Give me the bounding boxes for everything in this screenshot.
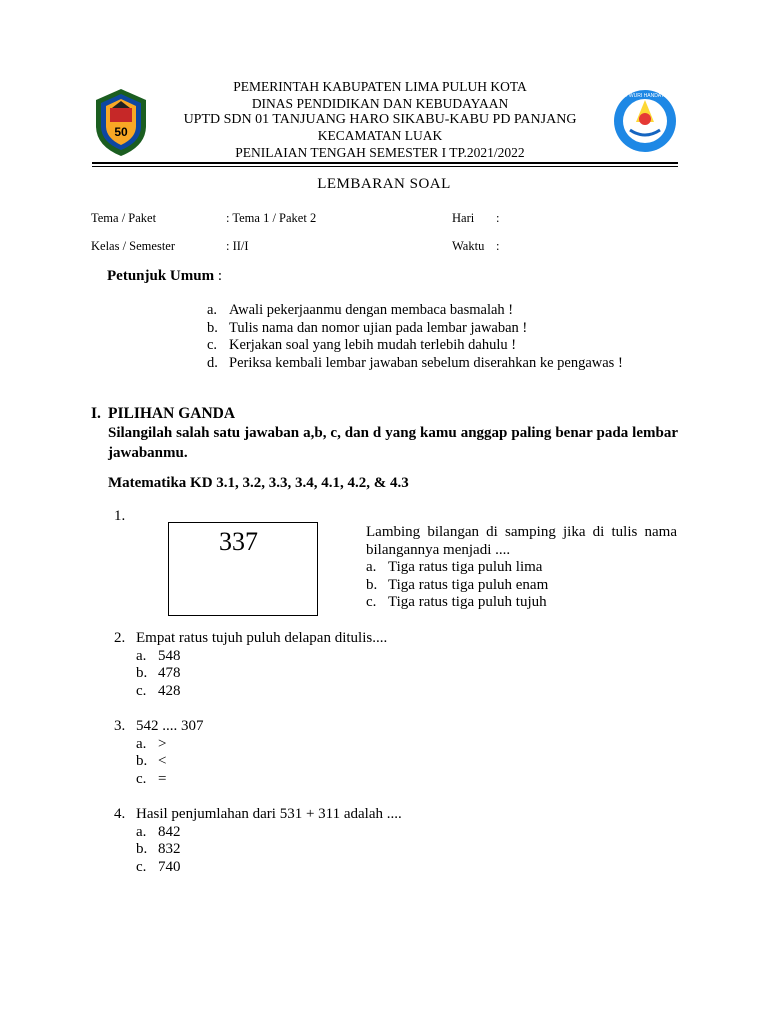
- instructions-heading: Petunjuk Umum: [107, 268, 215, 284]
- instructions-heading-row: [107, 268, 222, 285]
- question-text: Lambing bilangan di samping jika di tulis nama bilangannya menjadi ....: [366, 524, 677, 558]
- header-line-2: DINAS PENDIDIKAN DAN KEBUDAYAAN: [251, 96, 509, 111]
- question-block: [136, 718, 676, 788]
- question-number: 3.: [114, 718, 126, 734]
- option-text: Tiga ratus tiga puluh tujuh: [388, 594, 547, 610]
- subject-heading: Matematika KD 3.1, 3.2, 3.3, 3.4, 4.1, 4.2, & 4.3: [108, 475, 409, 491]
- instruction-text: Periksa kembali lembar jawaban sebelum diserahkan ke pengawas !: [229, 354, 623, 371]
- option-text: 548: [158, 647, 181, 664]
- option-letter: a.: [136, 647, 147, 664]
- instruction-item: [207, 337, 677, 355]
- instruction-item: [207, 320, 677, 338]
- question-number: 4.: [114, 806, 126, 822]
- section-heading: PILIHAN GANDA: [108, 405, 236, 422]
- option-letter: a.: [136, 823, 147, 840]
- option-letter: b.: [136, 753, 148, 769]
- page-title: LEMBARAN SOAL: [317, 176, 451, 192]
- instruction-letter: d.: [207, 354, 218, 371]
- header-divider-thin: [92, 166, 678, 167]
- question-block: [366, 524, 677, 612]
- instruction-item: [207, 355, 677, 373]
- answer-option[interactable]: [136, 736, 676, 754]
- instructions-heading-colon: :: [214, 268, 223, 284]
- instruction-letter: b.: [207, 319, 218, 336]
- option-letter: a.: [136, 735, 147, 752]
- question-text: 542 .... 307: [136, 718, 204, 734]
- waktu-label: Waktu: [452, 239, 485, 253]
- instruction-letter: c.: [207, 337, 218, 353]
- option-letter: c.: [136, 858, 147, 875]
- option-text: <: [158, 753, 167, 769]
- option-letter: c.: [136, 770, 147, 787]
- question-block: [136, 630, 676, 700]
- section-number: I.: [91, 405, 101, 422]
- option-text: =: [158, 770, 167, 787]
- answer-option[interactable]: [136, 665, 676, 683]
- option-text: Tiga ratus tiga puluh enam: [388, 576, 549, 593]
- number-box: [168, 522, 318, 616]
- header-divider-thick: [92, 162, 678, 164]
- instruction-text: Awali pekerjaanmu dengan membaca basmalah !: [229, 302, 514, 318]
- header-line-4: KECAMATAN LUAK: [317, 128, 443, 143]
- emblem-number-text: 50: [114, 125, 128, 139]
- header-line-5: PENILAIAN TENGAH SEMESTER I TP.2021/2022: [235, 145, 525, 160]
- answer-option[interactable]: [136, 648, 676, 666]
- tema-value: : Tema 1 / Paket 2: [226, 211, 317, 225]
- instructions-list: [207, 302, 677, 372]
- section-instruction: Silangilah salah satu jawaban a,b, c, dan d yang kamu anggap paling benar pada lembar jawabanmu.: [108, 425, 678, 461]
- answer-option[interactable]: [366, 594, 677, 612]
- tut-wuri-handayani-logo: [612, 86, 678, 156]
- option-text: 832: [158, 841, 181, 857]
- option-letter: b.: [136, 665, 148, 681]
- option-text: Tiga ratus tiga puluh lima: [388, 559, 543, 575]
- option-letter: c.: [366, 594, 377, 610]
- header-line-1: PEMERINTAH KABUPATEN LIMA PULUH KOTA: [233, 79, 527, 94]
- instruction-letter: a.: [207, 302, 218, 318]
- option-letter: c.: [136, 682, 147, 699]
- instruction-item: [207, 302, 677, 320]
- question-text: Hasil penjumlahan dari 531 + 311 adalah ....: [136, 806, 402, 822]
- instruction-text: Tulis nama dan nomor ujian pada lembar jawaban !: [229, 319, 528, 336]
- option-text: 740: [158, 858, 181, 875]
- option-text: 428: [158, 682, 181, 699]
- kelas-label: Kelas / Semester: [91, 239, 176, 253]
- answer-option[interactable]: [136, 753, 676, 771]
- kelas-value: : II/I: [226, 239, 249, 253]
- instruction-text: Kerjakan soal yang lebih mudah terlebih dahulu !: [229, 337, 517, 353]
- hari-value: :: [496, 211, 500, 225]
- option-letter: b.: [366, 576, 378, 593]
- answer-option[interactable]: [136, 841, 676, 859]
- header-line-3: UPTD SDN 01 TANJUANG HARO SIKABU-KABU PD PANJANG: [183, 112, 577, 127]
- logo-motto-text: TUT WURI HANDAYANI: [617, 93, 673, 99]
- answer-option[interactable]: [136, 824, 676, 842]
- answer-option[interactable]: [136, 683, 676, 701]
- answer-option[interactable]: [136, 771, 676, 789]
- box-number: 337: [219, 527, 258, 556]
- question-number: 2.: [114, 630, 126, 646]
- waktu-value: :: [496, 239, 500, 253]
- option-text: >: [158, 735, 167, 752]
- question-number: 1.: [114, 508, 126, 524]
- option-text: 478: [158, 665, 181, 681]
- option-letter: b.: [136, 841, 148, 857]
- option-text: 842: [158, 823, 181, 840]
- answer-option[interactable]: [366, 559, 677, 577]
- answer-option[interactable]: [136, 859, 676, 877]
- hari-label: Hari: [452, 211, 475, 225]
- question-block: [136, 806, 676, 876]
- question-text: Empat ratus tujuh puluh delapan ditulis....: [136, 630, 388, 646]
- option-letter: a.: [366, 559, 377, 575]
- answer-option[interactable]: [366, 577, 677, 595]
- tema-label: Tema / Paket: [91, 211, 157, 225]
